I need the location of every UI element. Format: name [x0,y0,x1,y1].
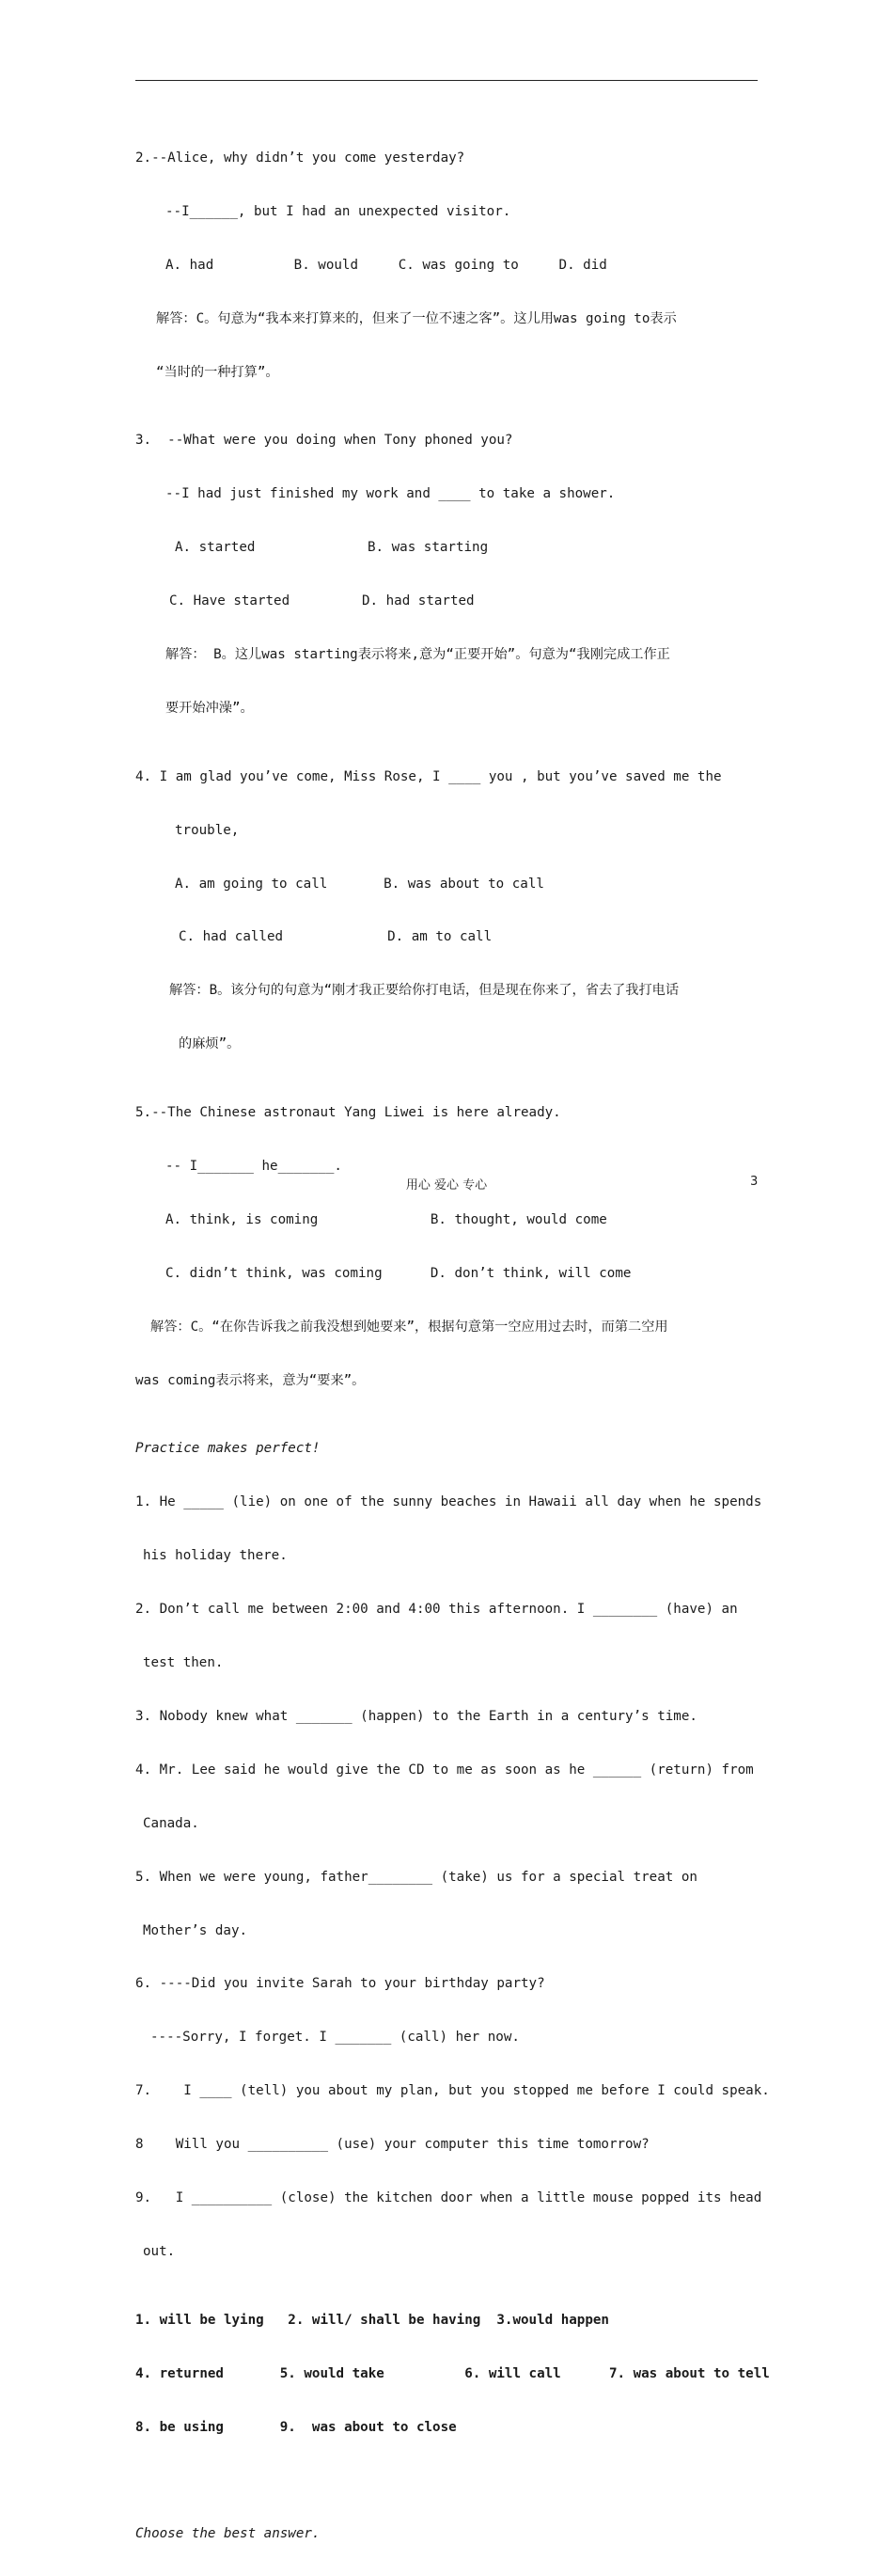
answer-key-line-3: 8. be using 9. was about to close [135,2419,457,2435]
header-rule [135,80,758,81]
practice-line-8: 5. When we were young, father________ (take) us for a special treat on [135,1869,697,1885]
spacer [135,2469,765,2492]
practice-line-10: 6. ----Did you invite Sarah to your birthday party? [135,1976,545,1992]
q3-question: 3. --What were you doing when Tony phoned you? [135,433,513,449]
page-footer [0,1175,893,1193]
practice-line-15: out. [143,2243,176,2259]
q2-reply: --I______, but I had an unexpected visitor. [165,203,511,219]
q5-answer-line-2: was coming表示将来，意为“要来”。 [135,1372,366,1388]
q3-answer-line-1: 解答： B。这儿was starting表示将来,意为“正要开始”。句意为“我刚完成工作正 [165,647,670,663]
answer-key-line-1: 1. will be lying 2. will/ shall be having 3.would happen [135,2312,609,2328]
answer-key-line-2: 4. returned 5. would take 6. will call 7. was about to tell [135,2365,770,2381]
q5-answer-line-1: 解答：C。“在你告诉我之前我没想到她要来”，根据句意第一空应用过去时，而第二空用 [150,1319,668,1335]
practice-line-9: Mother’s day. [143,1922,248,1938]
q4-question-line-1: 4. I am glad you’ve come, Miss Rose, I ____ you , but you’ve saved me the [135,768,722,784]
q5-options-1: A. think, is coming B. thought, would come [165,1211,607,1227]
q3-options-1: A. started B. was starting [175,540,489,556]
next-section-heading: Choose the best answer. [135,2526,321,2542]
q5-options-2: C. didn’t think, was coming D. don’t think, will come [165,1265,632,1281]
q3-reply: --I had just finished my work and ____ to take a shower. [165,486,616,502]
practice-line-11: ----Sorry, I forget. I _______ (call) her now. [150,2030,520,2046]
practice-heading: Practice makes perfect! [135,1441,321,1457]
q4-question-line-2: trouble, [175,822,240,838]
q5-question: 5.--The Chinese astronaut Yang Liwei is here already. [135,1105,561,1121]
page-number: 3 [750,1175,759,1189]
q2-answer-line-2: “当时的一种打算”。 [156,364,279,380]
q4-options-1: A. am going to call B. was about to call [175,876,544,892]
q4-answer-line-2: 的麻烦”。 [179,1036,241,1052]
practice-line-4: test then. [143,1655,224,1671]
footer-text: 用心 爱心 专心 [405,1178,488,1193]
q3-options-2: C. Have started D. had started [169,593,475,609]
q4-answer-line-1: 解答：B。该分句的句意为“刚才我正要给你打电话，但是现在你来了，省去了我打电话 [169,983,680,999]
practice-line-13: 8 Will you __________ (use) your computer this time tomorrow? [135,2137,650,2153]
practice-line-1: 1. He _____ (lie) on one of the sunny beaches in Hawaii all day when he spends [135,1494,762,1510]
q2-answer-line-1: 解答：C。句意为“我本来打算来的，但来了一位不速之客”。这儿用was going to表示 [156,310,677,326]
q3-answer-line-2: 要开始冲澡”。 [165,700,254,716]
q5-reply: -- I_______ he_______. [165,1159,342,1175]
page-content [135,117,770,2576]
practice-line-12: 7. I ____ (tell) you about my plan, but you stopped me before I could speak. [135,2083,770,2099]
practice-line-14: 9. I __________ (close) the kitchen door when a little mouse popped its head [135,2189,762,2205]
practice-line-7: Canada. [143,1815,199,1831]
practice-line-3: 2. Don’t call me between 2:00 and 4:00 this afternoon. I ________ (have) an [135,1602,738,1618]
q2-question: 2.--Alice, why didn’t you come yesterday? [135,150,465,166]
practice-line-5: 3. Nobody knew what _______ (happen) to the Earth in a century’s time. [135,1708,697,1724]
q4-options-2: C. had called D. am to call [179,929,493,945]
q2-options: A. had B. would C. was going to D. did [165,257,607,273]
practice-line-6: 4. Mr. Lee said he would give the CD to me as soon as he ______ (return) from [135,1762,754,1778]
practice-line-2: his holiday there. [143,1548,288,1564]
